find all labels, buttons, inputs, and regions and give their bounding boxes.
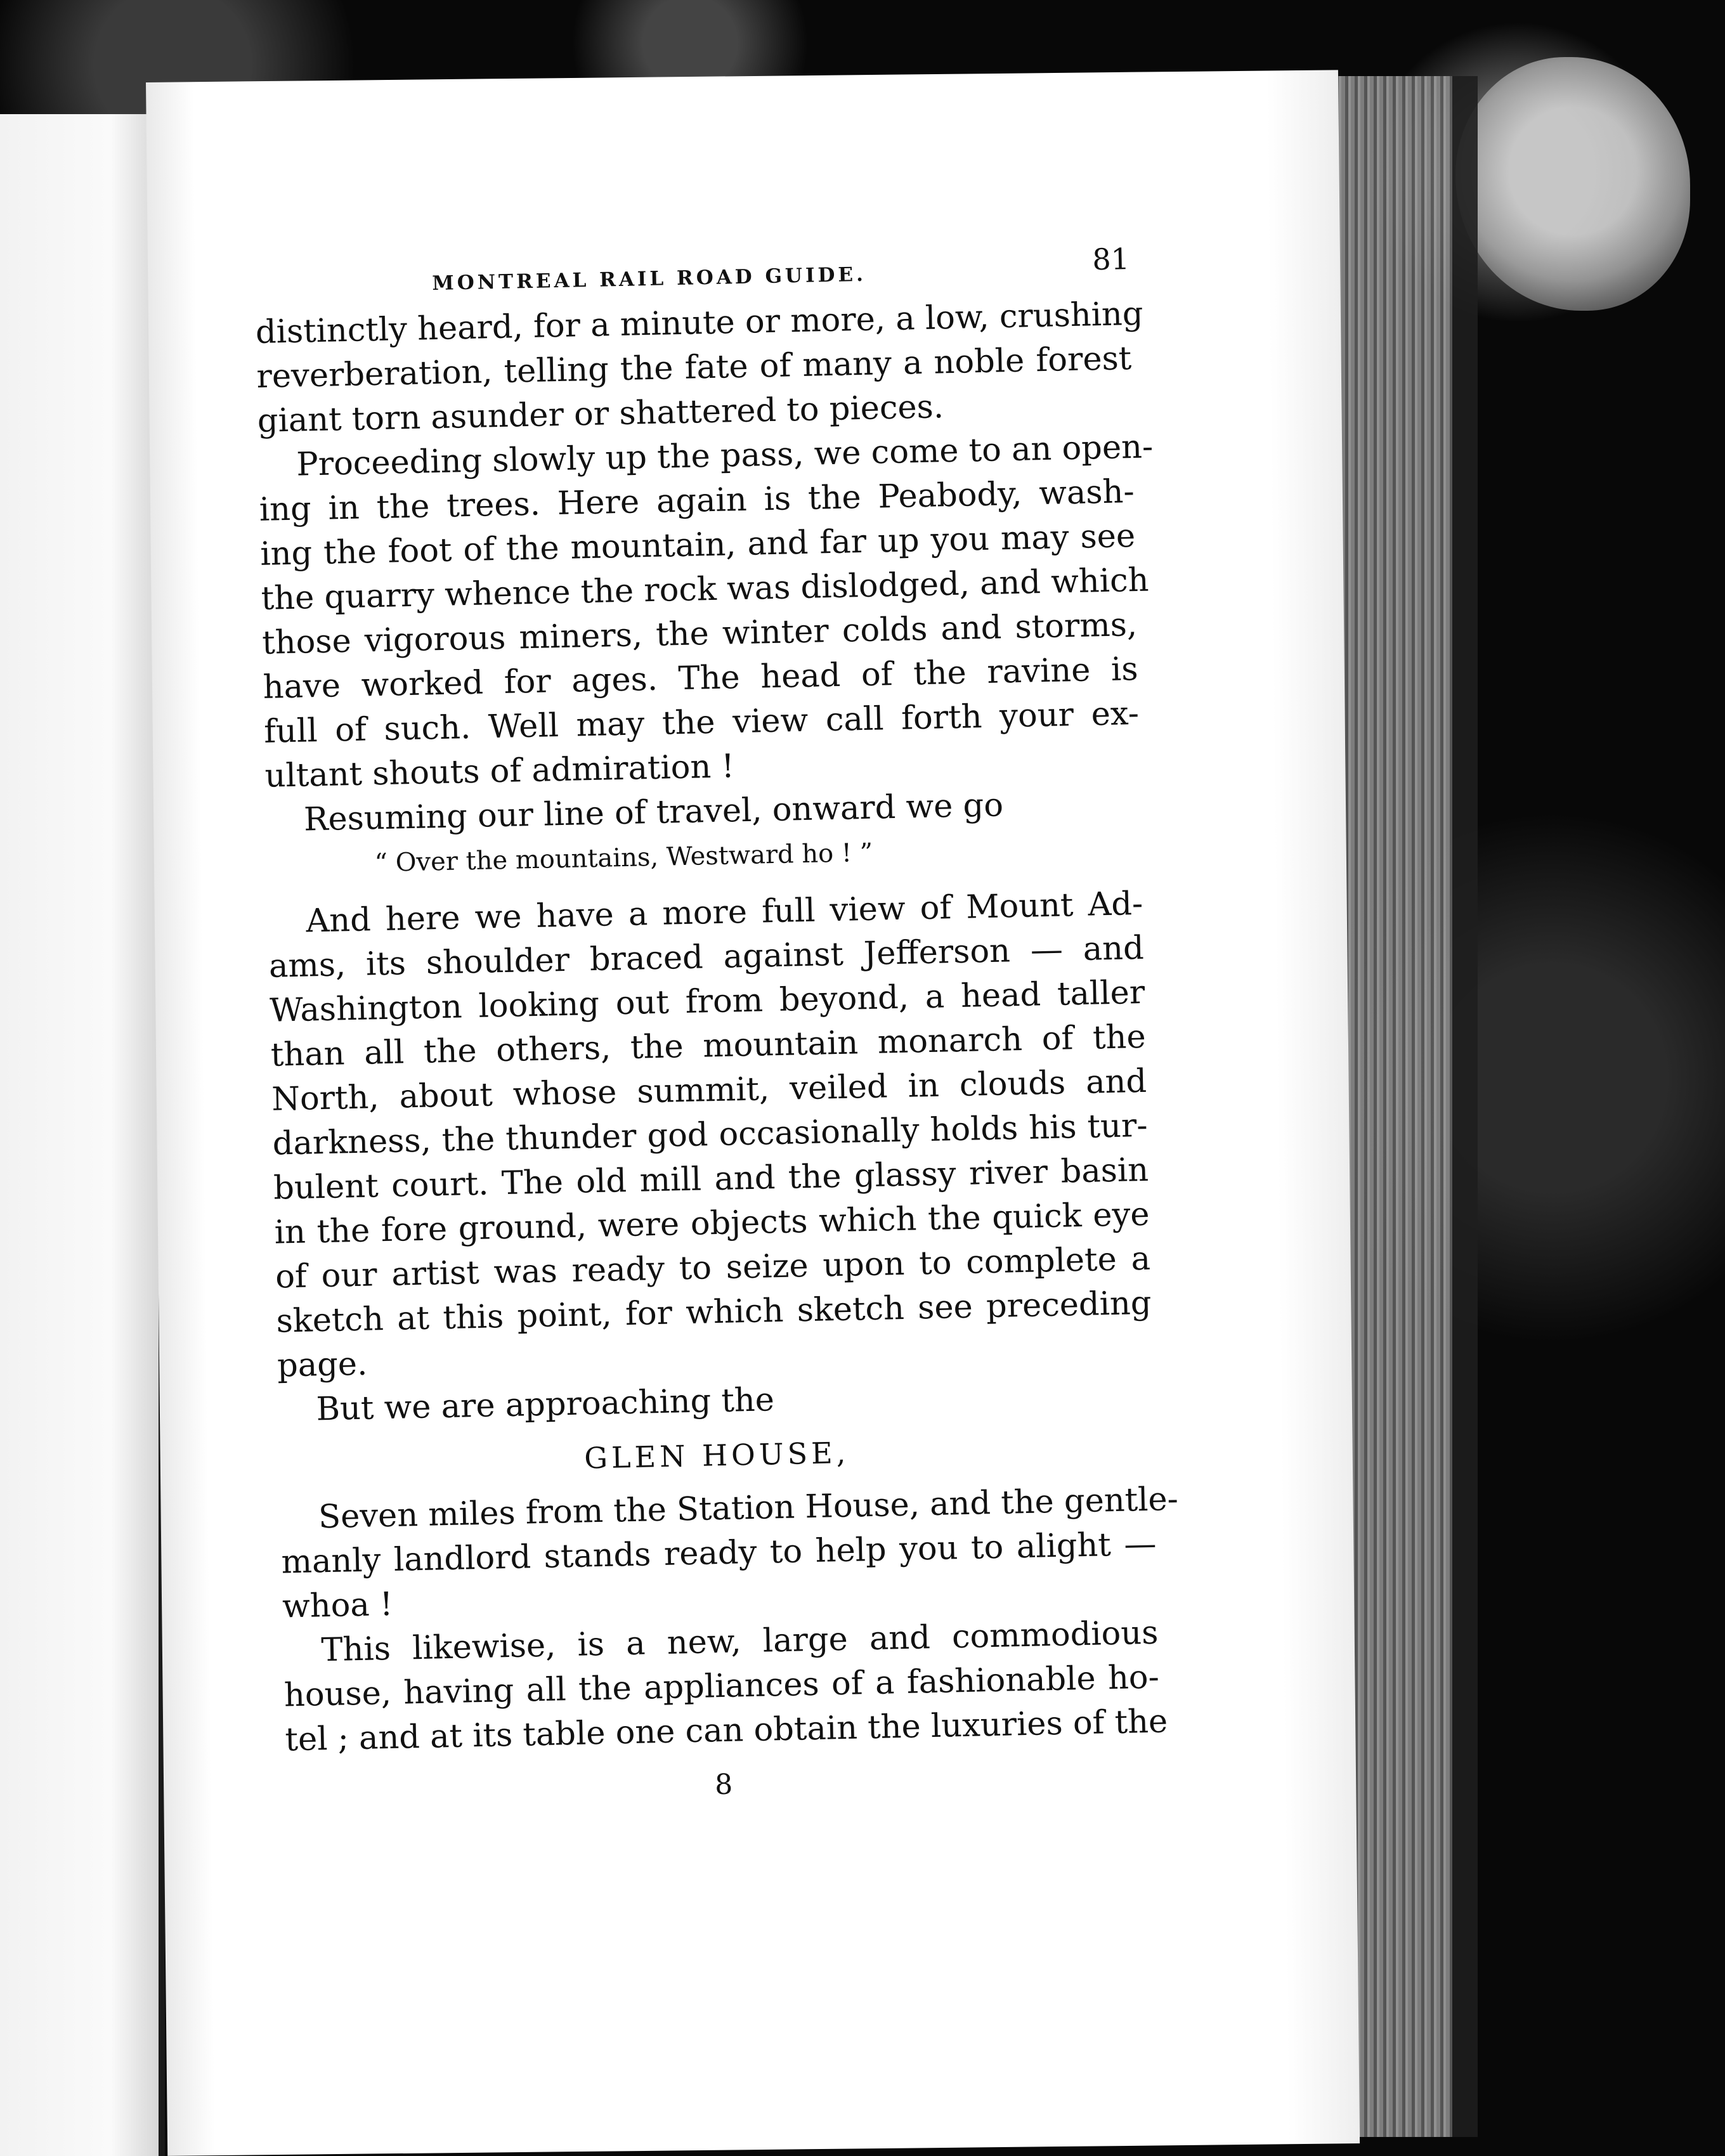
paragraph-2	[258, 425, 1154, 799]
text-line: than all the others, the mountain monarch of the	[270, 1018, 1147, 1074]
text-line: ams, its shoulder braced against Jefferson — and	[268, 929, 1145, 985]
text-line: house, having all the appliances of a fashionable ho-	[283, 1658, 1160, 1715]
text-line: manly landlord stands ready to help you to alight —	[281, 1525, 1157, 1581]
text-line: tel ; and at its table one can obtain the luxuries of the	[284, 1703, 1168, 1759]
text-line: And here we have a more full view of Mount Ad-	[305, 885, 1143, 940]
section-heading: GLEN HOUSE,	[583, 1435, 850, 1476]
text-line: ultant shouts of admiration !	[264, 748, 735, 795]
text-line: This likewise, is a new, large and commodious	[320, 1614, 1159, 1670]
text-line: page.	[277, 1345, 368, 1385]
text-line: distinctly heard, for a minute or more, a low, crushing	[255, 295, 1144, 351]
quotation: “ Over the mountains, Westward ho ! ”	[374, 838, 873, 878]
paragraph-4	[268, 882, 1153, 1389]
paragraph-5: But we are approaching the	[315, 1381, 775, 1429]
text-line: have worked for ages. The head of the ravine is	[263, 650, 1139, 706]
left-facing-page	[0, 114, 165, 2156]
text-line: ing the foot of the mountain, and far up you may see	[259, 517, 1136, 573]
text-line: Seven miles from the Station House, and the gentle-	[318, 1480, 1179, 1536]
page-number: 81	[1091, 242, 1130, 277]
paragraph-7	[283, 1611, 1168, 1763]
text-line: those vigorous miners, the winter colds and storms,	[261, 606, 1138, 662]
text-line: Washington looking out from beyond, a head taller	[269, 973, 1145, 1030]
text-line: darkness, the thunder god occasionally holds his tur-	[272, 1107, 1149, 1163]
signature-mark: 8	[714, 1768, 733, 1802]
text-line: reverberation, telling the fate of many a noble forest	[256, 340, 1132, 396]
text-line: Proceeding slowly up the pass, we come to an open-	[296, 428, 1154, 484]
text-line: the quarry whence the rock was dislodged, and which	[261, 561, 1150, 618]
text-line: North, about whose summit, veiled in clouds and	[271, 1062, 1147, 1119]
running-head: MONTREAL RAIL ROAD GUIDE.	[432, 263, 867, 295]
text-line: full of such. Well may the view call forth your ex-	[263, 694, 1140, 751]
text-line: bulent court. The old mill and the glassy river basin	[273, 1151, 1149, 1207]
text-line: sketch at this point, for which sketch see preceding	[276, 1284, 1152, 1341]
paragraph-3: Resuming our line of travel, onward we go	[303, 786, 1004, 839]
page-text	[254, 223, 1179, 1826]
text-line: giant torn asunder or shattered to pieces.	[257, 388, 944, 440]
paragraph-1	[255, 292, 1144, 444]
text-line: of our artist was ready to seize upon to complete a	[275, 1240, 1151, 1296]
text-line: ing in the trees. Here again is the Peabody, wash-	[259, 473, 1135, 529]
text-line: in the fore ground, were objects which the quick eye	[274, 1195, 1150, 1252]
text-line: whoa !	[282, 1585, 394, 1626]
paragraph-6	[280, 1478, 1179, 1630]
